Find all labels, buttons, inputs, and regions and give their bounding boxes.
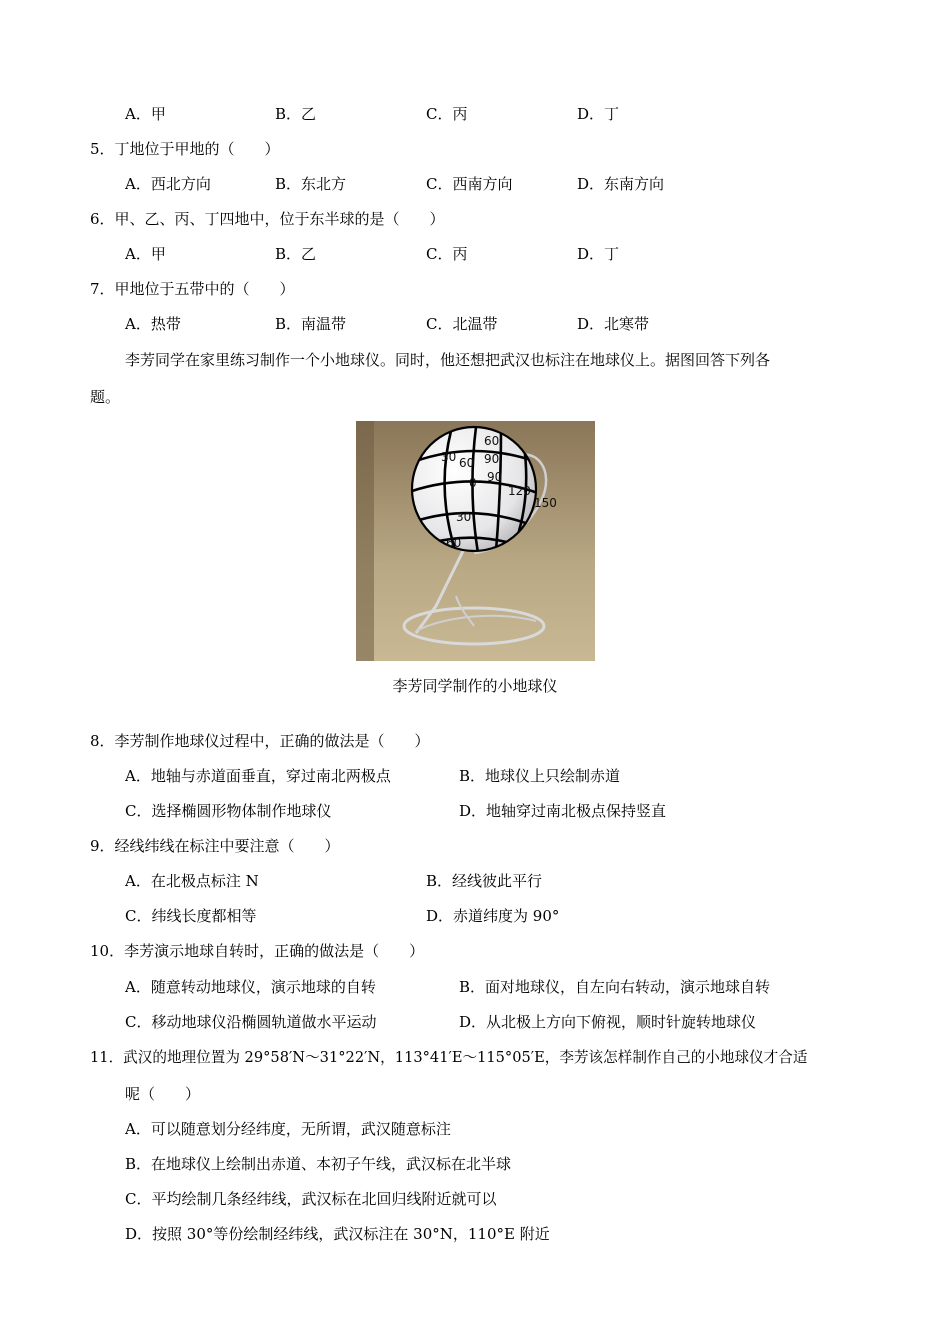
figure-caption: 李芳同学制作的小地球仪	[392, 677, 558, 695]
q9-option-a: A．在北极点标注 N	[125, 872, 259, 890]
q8-option-b: B．地球仪上只绘制赤道	[459, 767, 621, 785]
q4-option-d: D．丁	[577, 105, 620, 123]
intro-paragraph-line-1: 李芳同学在家里练习制作一个小地球仪。同时，他还想把武汉也标注在地球仪上。据图回答下列各	[125, 351, 771, 369]
q6-option-d: D．丁	[577, 245, 620, 263]
q11-option-c: C．平均绘制几条经纬线，武汉标在北回归线附近就可以	[125, 1190, 497, 1208]
globe-label-lon-90: 90	[487, 470, 503, 484]
q5-option-a: A．西北方向	[125, 175, 211, 193]
q7-option-b: B．南温带	[275, 315, 347, 333]
q10-stem: 10．李芳演示地球自转时，正确的做法是（ ）	[90, 942, 425, 960]
q10-option-c: C．移动地球仪沿椭圆轨道做水平运动	[125, 1013, 377, 1031]
q6-option-a: A．甲	[125, 245, 166, 263]
q8-option-d: D．地轴穿过南北极点保持竖直	[459, 802, 667, 820]
q11-option-b: B．在地球仪上绘制出赤道、本初子午线，武汉标在北半球	[125, 1155, 512, 1173]
q8-option-c: C．选择椭圆形物体制作地球仪	[125, 802, 332, 820]
q7-option-c: C．北温带	[426, 315, 498, 333]
q9-option-d: D．赤道纬度为 90°	[426, 907, 560, 925]
globe-label-lat-30-s: 30	[456, 510, 472, 524]
q9-option-b: B．经线彼此平行	[426, 872, 543, 890]
globe-label-lon-120: 120	[508, 484, 531, 498]
q10-option-a: A．随意转动地球仪，演示地球的自转	[125, 978, 376, 996]
q11-option-d: D．按照 30°等份绘制经纬线，武汉标注在 30°N，110°E 附近	[125, 1225, 550, 1243]
q7-option-d: D．北寒带	[577, 315, 650, 333]
q10-option-b: B．面对地球仪，自左向右转动，演示地球自转	[459, 978, 771, 996]
q6-option-c: C．丙	[426, 245, 468, 263]
globe-label-lat-60-s: 60	[446, 536, 462, 550]
globe-label-lat-30-n: 30	[441, 450, 457, 464]
globe-photo	[356, 421, 595, 661]
q6-option-b: B．乙	[275, 245, 317, 263]
q10-option-d: D．从北极上方向下俯视，顺时针旋转地球仪	[459, 1013, 757, 1031]
q5-option-c: C．西南方向	[426, 175, 513, 193]
globe-label-lon-150: 150	[534, 496, 557, 510]
q7-stem: 7．甲地位于五带中的（ ）	[90, 280, 295, 298]
q4-option-c: C．丙	[426, 105, 468, 123]
globe-illustration	[356, 421, 595, 661]
q11-stem-line-1: 11．武汉的地理位置为 29°58′N～31°22′N，113°41′E～115°05′E，李芳该怎样制作自己的小地球仪才合适	[90, 1049, 808, 1066]
q8-stem: 8．李芳制作地球仪过程中，正确的做法是（ ）	[90, 732, 430, 750]
globe-label-equator-0: 0	[469, 476, 477, 490]
q9-stem: 9．经线纬线在标注中要注意（ ）	[90, 837, 340, 855]
q9-option-c: C．纬线长度都相等	[125, 907, 257, 925]
q11-stem-line-2: 呢（ ）	[125, 1085, 201, 1103]
globe-label-lon-60: 60	[459, 456, 475, 470]
q8-option-a: A．地轴与赤道面垂直，穿过南北两极点	[125, 767, 391, 785]
q5-stem: 5．丁地位于甲地的（ ）	[90, 140, 280, 158]
q6-stem: 6．甲、乙、丙、丁四地中，位于东半球的是（ ）	[90, 210, 445, 228]
q7-option-a: A．热带	[125, 315, 181, 333]
intro-paragraph-line-2: 题。	[90, 388, 121, 406]
globe-label-lat-60-n: 60	[484, 434, 500, 448]
q5-option-b: B．东北方	[275, 175, 347, 193]
q5-option-d: D．东南方向	[577, 175, 665, 193]
q4-option-a: A．甲	[125, 105, 166, 123]
q11-option-a: A．可以随意划分经纬度，无所谓，武汉随意标注	[125, 1120, 451, 1138]
q4-option-b: B．乙	[275, 105, 317, 123]
globe-label-lon-90-top: 90	[484, 452, 500, 466]
